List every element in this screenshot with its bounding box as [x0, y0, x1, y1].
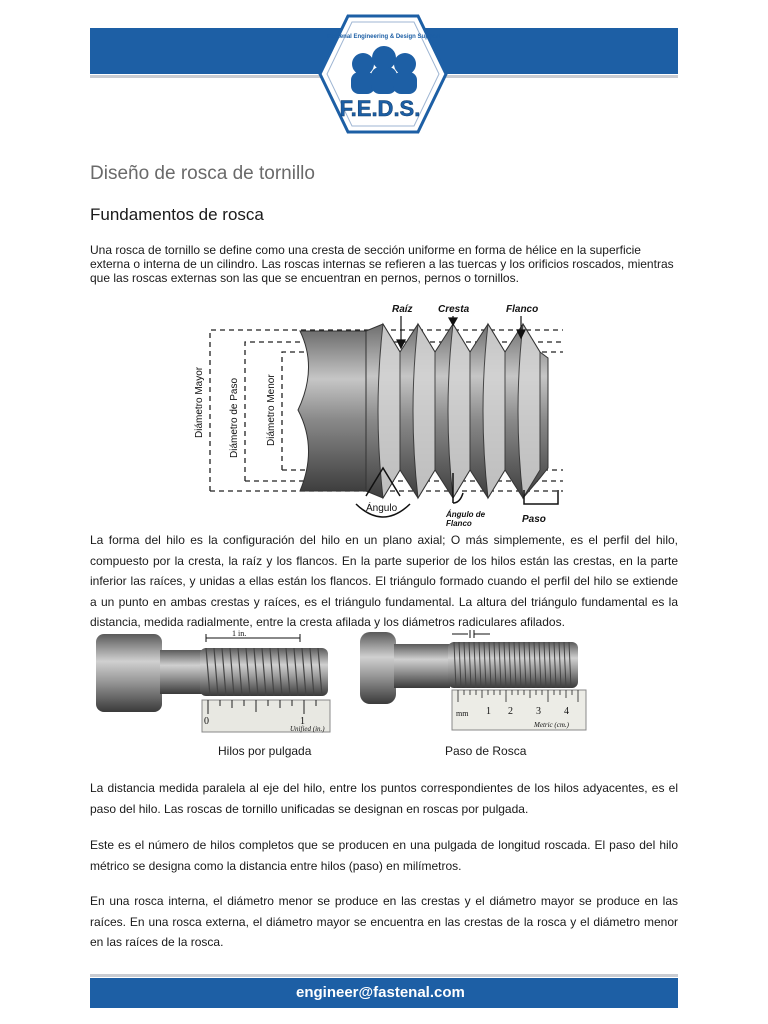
- label-diametro-mayor: Diámetro Mayor: [194, 366, 205, 438]
- ruler-top-label: 1 in.: [232, 629, 247, 638]
- metric-num-4: 4: [564, 706, 569, 717]
- section-heading: Fundamentos de rosca: [90, 205, 264, 224]
- page-title: Diseño de rosca de tornillo: [90, 163, 315, 184]
- label-angulo: Ángulo: [366, 503, 398, 514]
- label-angulo-flanco-1: Ángulo de: [446, 510, 486, 519]
- label-angulo-flanco-2: Flanco: [446, 519, 472, 528]
- ruler-num-1: 1: [300, 716, 305, 727]
- label-diametro-menor: Diámetro Menor: [266, 374, 277, 446]
- threads-per-inch-paragraph: Este es el número de hilos completos que se producen en una pulgada de longitud roscada. El paso del hilo métrico se designa como la distancia entre hilos (paso) en milímetros.: [90, 838, 678, 873]
- internal-external-paragraph: En una rosca interna, el diámetro menor se produce en las crestas y el diámetro mayor se produce en las raíces. En una rosca externa, el diámetro mayor se encuentra en las crestas de la rosca y el diámetro menor en las raíces de la rosca.: [90, 894, 678, 949]
- label-diametro-paso: Diámetro de Paso: [229, 377, 240, 458]
- bolt-metric-photo: [358, 628, 588, 736]
- label-paso: Paso: [522, 514, 546, 525]
- caption-paso-de-rosca: Paso de Rosca: [445, 744, 527, 758]
- ruler-label: Unified (in.): [290, 725, 325, 733]
- thread-form-paragraph: La forma del hilo es la configuración del hilo en un plano axial; O más simplemente, es el perfil del hilo, compuesto por la cresta, la raíz y los flancos. En la parte superior de los hilos están las crestas, en la parte inferior las raíces, y unidas a ellas están los flancos. El triángulo formado cuando el perfil del hilo se extiende a un punto en ambas crestas y raíces, es el triángulo fundamental. La altura del triángulo fundamental es la distancia, medida radialmente, entre la cresta afilada y los diámetros radiculares afilados.: [90, 533, 678, 629]
- label-cresta: Cresta: [438, 304, 470, 315]
- metric-num-1: 1: [486, 706, 491, 717]
- metric-num-mm: mm: [456, 709, 469, 718]
- metric-num-2: 2: [508, 706, 513, 717]
- label-raiz: Raíz: [392, 304, 413, 315]
- logo-arc-text: Fastenal Engineering & Design Support: [327, 34, 441, 40]
- metric-num-3: 3: [536, 706, 541, 717]
- footer-email-link[interactable]: engineer@fastenal.com: [296, 984, 465, 1001]
- metric-ruler-label: Metric (cm.): [534, 721, 569, 729]
- label-flanco: Flanco: [506, 304, 539, 315]
- ruler-num-0: 0: [204, 716, 209, 727]
- logo-text: F.E.D.S.: [339, 96, 421, 121]
- feds-logo: [318, 14, 448, 134]
- caption-hilos-por-pulgada: Hilos por pulgada: [218, 744, 312, 758]
- thread-diagram: [188, 298, 568, 528]
- intro-paragraph: Una rosca de tornillo se define como una cresta de sección uniforme en forma de hélice en la superficie externa o interna de un cilindro. Las roscas internas se refieren a las tuercas y los orificios roscados, mientras que las roscas externas son las que se encuentran en pernos, pernos o tornillos.: [90, 243, 674, 285]
- bolt-inch-photo: [94, 628, 334, 736]
- pitch-paragraph: La distancia medida paralela al eje del hilo, entre los puntos correspondientes de los hilos adyacentes, es el paso del hilo. Las roscas de tornillo unificadas se designan en roscas por pulgada.: [90, 781, 678, 816]
